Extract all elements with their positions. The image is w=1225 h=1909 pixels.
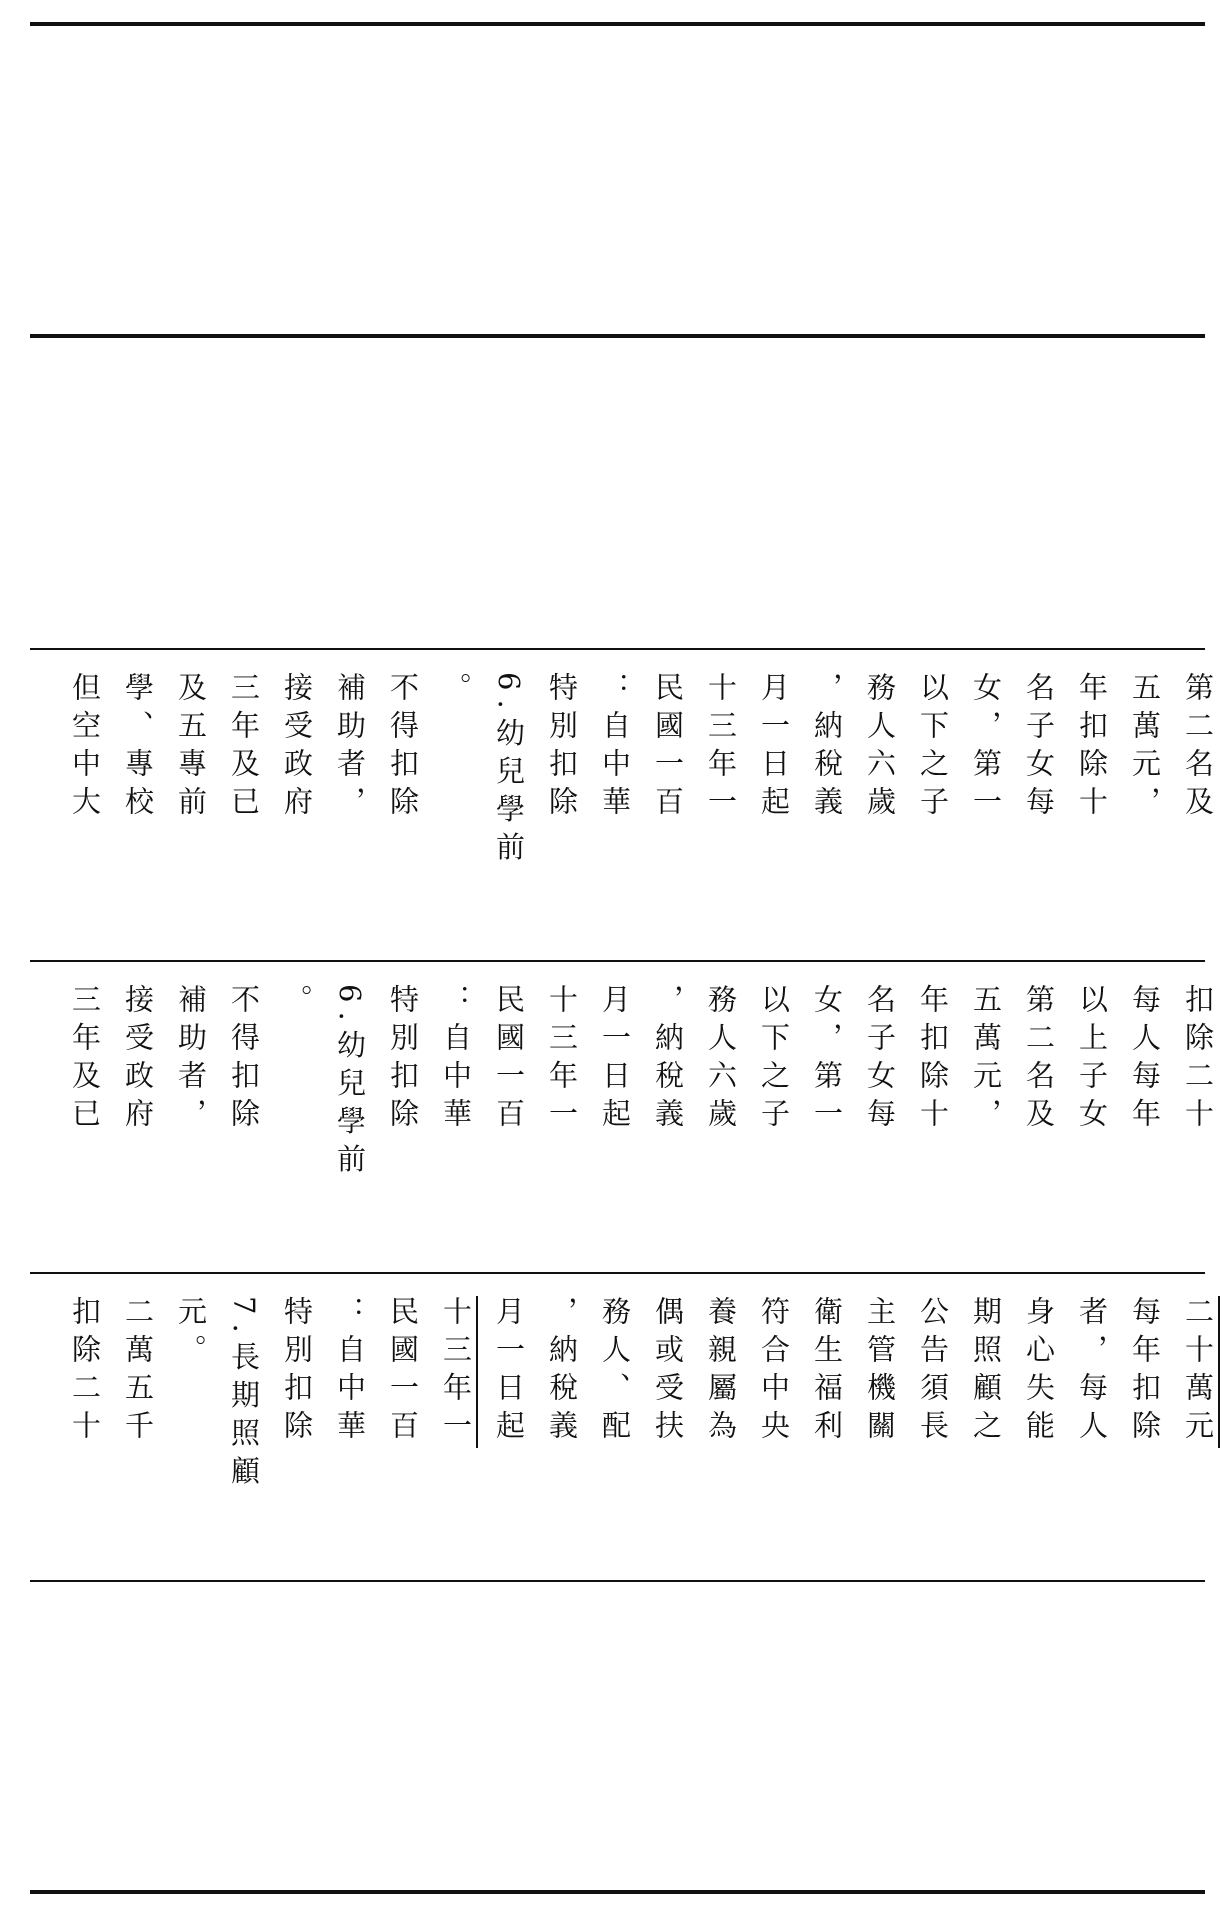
text-column: 年扣除十: [1075, 672, 1109, 824]
text-column: 7.長期照顧: [227, 1296, 261, 1494]
text-column: 學、專校: [121, 672, 155, 824]
text-column: 十三年一: [436, 1296, 478, 1448]
top-rule: [30, 22, 1205, 26]
text-section-3: [30, 1274, 1215, 1580]
text-column: 公告須長: [916, 1296, 950, 1448]
text-column: 補助者，: [174, 984, 208, 1136]
text-column: 。: [439, 672, 473, 710]
text-column: 女，第一: [810, 984, 844, 1136]
text-column: 每人每年: [1128, 984, 1162, 1136]
text-column: 女，第一: [969, 672, 1003, 824]
text-column: 特別扣除: [280, 1296, 314, 1448]
text-column: 接受政府: [121, 984, 155, 1136]
text-column: 民國一百: [492, 984, 526, 1136]
text-column: 衛生福利: [810, 1296, 844, 1448]
text-column: 接受政府: [280, 672, 314, 824]
text-column: 二十萬元: [1178, 1296, 1220, 1448]
text-column: 務人六歲: [704, 984, 738, 1136]
text-column: 每年扣除: [1128, 1296, 1162, 1448]
text-column: 五萬元，: [1128, 672, 1162, 824]
rule-2: [30, 334, 1205, 338]
text-column: 務人六歲: [863, 672, 897, 824]
text-column: 扣除二十: [68, 1296, 102, 1448]
text-column: 第二名及: [1022, 984, 1056, 1136]
text-column: 特別扣除: [386, 984, 420, 1136]
text-column: 務人、配: [598, 1296, 632, 1448]
text-column: ：自中華: [598, 672, 632, 824]
text-column: ：自中華: [439, 984, 473, 1136]
text-column: 十三年一: [704, 672, 738, 824]
text-column: 扣除二十: [1181, 984, 1215, 1136]
text-column: 6.幼兒學前: [333, 984, 367, 1182]
text-column: 。: [280, 984, 314, 1022]
text-column: 但空中大: [68, 672, 102, 824]
text-column: 元。: [174, 1296, 208, 1372]
text-column: 偶或受扶: [651, 1296, 685, 1448]
text-column: 年扣除十: [916, 984, 950, 1136]
text-column: 不得扣除: [386, 672, 420, 824]
text-column: 以下之子: [757, 984, 791, 1136]
text-column: 名子女每: [863, 984, 897, 1136]
text-column: 第二名及: [1181, 672, 1215, 824]
text-column: 十三年一: [545, 984, 579, 1136]
text-column: 月一日起: [757, 672, 791, 824]
text-column: 主管機關: [863, 1296, 897, 1448]
text-column: 養親屬為: [704, 1296, 738, 1448]
text-column: ：自中華: [333, 1296, 367, 1448]
text-column: 以上子女: [1075, 984, 1109, 1136]
text-column: 三年及已: [68, 984, 102, 1136]
text-column: ，納稅義: [810, 672, 844, 824]
text-column: 不得扣除: [227, 984, 261, 1136]
text-column: 月一日起: [492, 1296, 526, 1448]
text-column: 三年及已: [227, 672, 261, 824]
text-column: ，納稅義: [545, 1296, 579, 1448]
text-column: 名子女每: [1022, 672, 1056, 824]
text-column: 6.幼兒學前: [492, 672, 526, 870]
rule-6: [30, 1580, 1205, 1582]
text-column: 民國一百: [386, 1296, 420, 1448]
text-column: 二萬五千: [121, 1296, 155, 1448]
text-column: 特別扣除: [545, 672, 579, 824]
text-section-2: [30, 962, 1215, 1272]
text-column: 以下之子: [916, 672, 950, 824]
text-column: 民國一百: [651, 672, 685, 824]
text-column: 補助者，: [333, 672, 367, 824]
text-column: 月一日起: [598, 984, 632, 1136]
text-column: 符合中央: [757, 1296, 791, 1448]
text-section-1: [30, 650, 1215, 960]
text-column: 及五專前: [174, 672, 208, 824]
text-column: 身心失能: [1022, 1296, 1056, 1448]
text-column: 期照顧之: [969, 1296, 1003, 1448]
text-column: 者，每人: [1075, 1296, 1109, 1448]
text-column: ，納稅義: [651, 984, 685, 1136]
text-column: 五萬元，: [969, 984, 1003, 1136]
bottom-rule: [30, 1890, 1205, 1894]
